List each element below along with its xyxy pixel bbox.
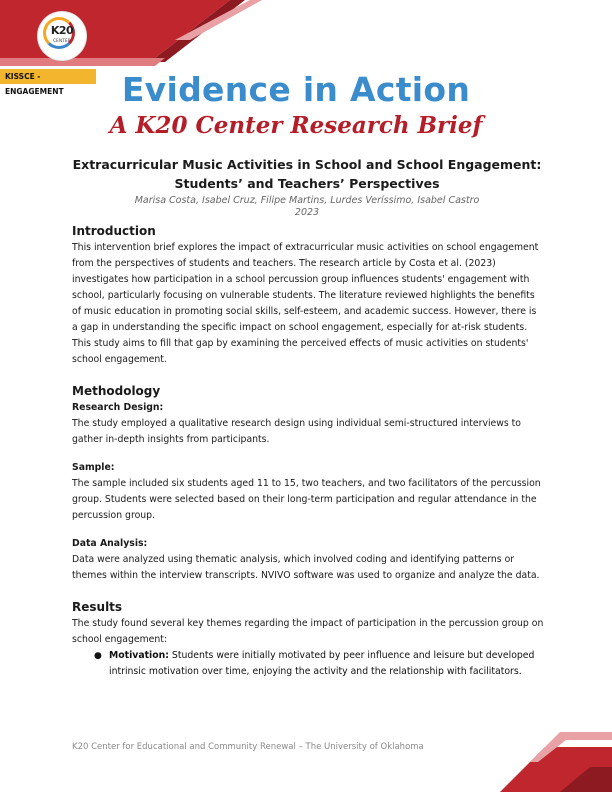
sample-text: The sample included six students aged 11 to 15, two teachers, and two facilitators of the percussion group. Students were selected based on their long-term participation and regular attendance in the percussion group.: [72, 478, 541, 521]
brief-content: [72, 222, 544, 680]
methodology-heading: Methodology: [72, 384, 161, 398]
logo-subtext: CENTER: [53, 38, 71, 43]
article-title: [72, 155, 542, 193]
article-title-line2: Students’ and Teachers’ Perspectives: [174, 176, 440, 191]
k20-logo: [38, 12, 86, 60]
introduction-heading: Introduction: [72, 224, 156, 238]
article-title-line1: Extracurricular Music Activities in School and School Engagement:: [72, 157, 542, 172]
research-design-label: Research Design:: [72, 402, 164, 413]
sample-label: Sample:: [72, 462, 115, 473]
bullet-icon: ●: [94, 651, 102, 661]
data-analysis-text: Data were analyzed using thematic analysis, which involved coding and identifying patterns or themes within the interview transcripts. NVIVO software was used to organize and analyze the data.: [72, 554, 540, 581]
brief-title: Evidence in Action: [121, 70, 471, 109]
results-heading: Results: [72, 600, 123, 614]
article-year: 2023: [294, 207, 320, 218]
header-decoration: [0, 0, 612, 70]
research-design-text: The study employed a qualitative research design using individual semi-structured interviews to gather in-depth insights from participants.: [72, 418, 521, 445]
list-item: [94, 648, 544, 680]
logo-text: K20: [50, 24, 74, 37]
results-list: [72, 648, 544, 680]
bullet-text: Students were initially motivated by peer influence and leisure but developed intrinsic motivation over time, enjoying the activity and the relationship with facilitators.: [109, 650, 535, 677]
category-tag: KISSCE - ENGAGEMENT: [0, 69, 96, 84]
footer-decoration: [0, 722, 612, 792]
bullet-label: Motivation:: [109, 650, 169, 661]
introduction-text: This intervention brief explores the impact of extracurricular music activities on school engagement from the perspectives of students and teachers. The research article by Costa et al. (2023) investigates how participation in a school percussion group influences students' engagement with school, particularly focusing on vulnerable students. The literature reviewed highlights the benefits of music education in promoting social skills, self-esteem, and academic success. However, there is a gap in understanding the specific impact on school engagement, especially for at-risk students. This study aims to fill that gap by examining the perceived effects of music activities on students' school engagement.: [72, 242, 539, 365]
article-authors: Marisa Costa, Isabel Cruz, Filipe Martins, Lurdes Veríssimo, Isabel Castro: [134, 195, 480, 206]
data-analysis-label: Data Analysis:: [72, 538, 148, 549]
results-text: The study found several key themes regarding the impact of participation in the percussion group on school engagement:: [72, 618, 544, 645]
brief-subtitle: A K20 Center Research Brief: [109, 112, 483, 139]
footer-text: K20 Center for Educational and Community Renewal – The University of Oklahoma: [72, 742, 424, 752]
